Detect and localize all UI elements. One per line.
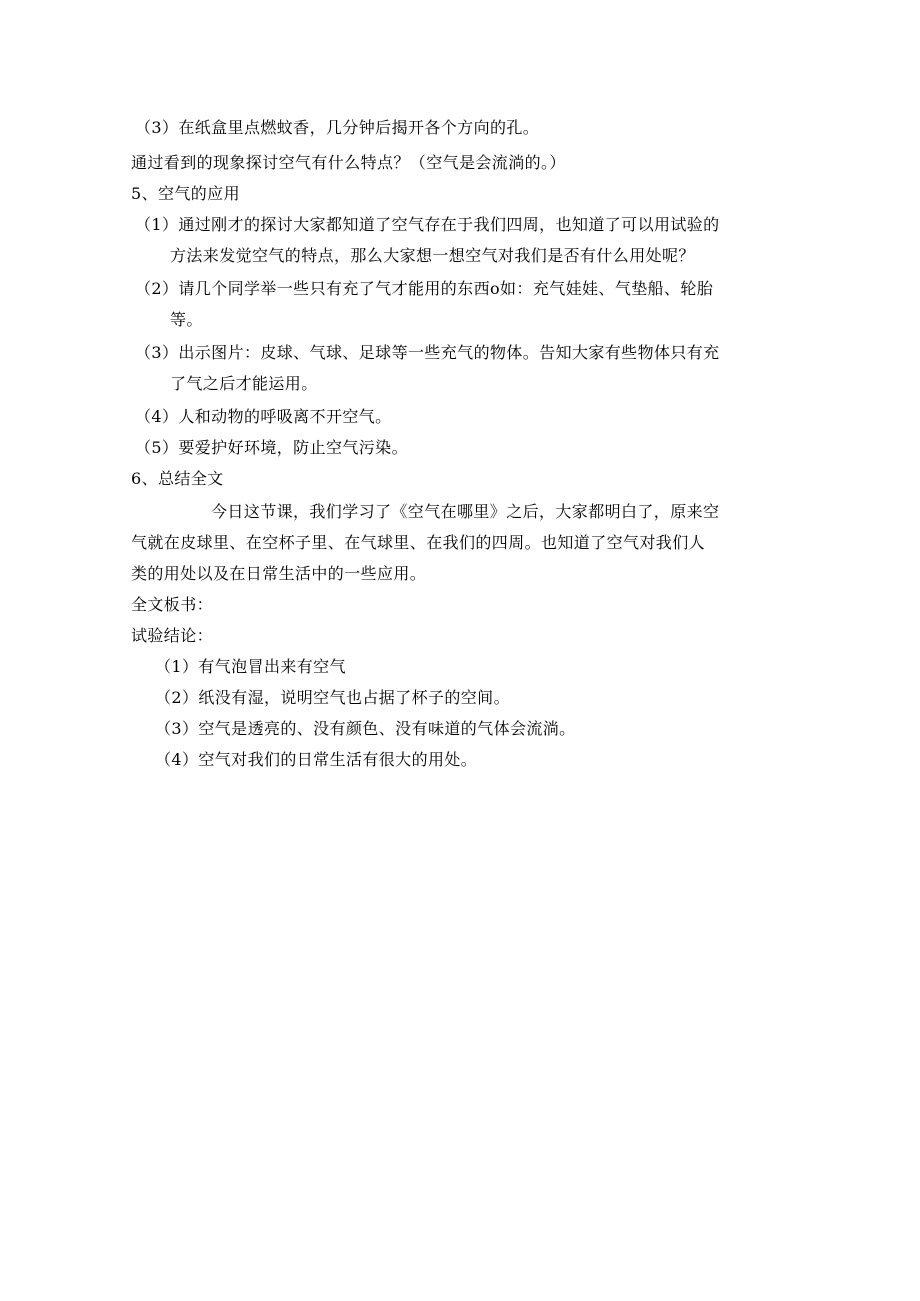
application-item-4: （4）人和动物的呼吸离不开空气。 [135,407,392,426]
summary-paragraph-line-3: 类的用处以及在日常生活中的一些应用。 [131,564,427,583]
conclusion-item-3: （3）空气是透亮的、没有颜色、没有味道的气体会流淌。 [155,719,576,738]
summary-paragraph-line-1: 今日这节课，我们学习了《空气在哪里》之后，大家都明白了，原来空 [211,502,720,521]
conclusion-item-4: （4）空气对我们的日常生活有很大的用处。 [155,750,478,769]
section-6-heading: 6、总结全文 [131,469,224,488]
application-item-3-cont: 了气之后才能运用。 [170,374,318,393]
section-5-heading: 5、空气的应用 [131,184,240,203]
application-item-3: （3）出示图片：皮球、气球、足球等一些充气的物体。告知大家有些物体只有充 [135,343,720,362]
application-item-2-cont: 等。 [170,310,203,329]
conclusion-item-1: （1）有气泡冒出来有空气 [155,657,346,676]
application-item-1-cont: 方法来发觉空气的特点，那么大家想一想空气对我们是否有什么用处呢？ [170,246,695,265]
conclusion-item-2: （2）纸没有湿，说明空气也占据了杯子的空间。 [155,688,510,707]
blackboard-heading: 全文板书： [131,595,214,614]
application-item-2: （2）请几个同学举一些只有充了气才能用的东西o如：充气娃娃、气垫船、轮胎 [135,279,714,298]
application-item-1: （1）通过刚才的探讨大家都知道了空气存在于我们四周，也知道了可以用试验的 [135,215,720,234]
conclusion-heading: 试验结论： [131,626,214,645]
discussion-question: 通过看到的现象探讨空气有什么特点？（空气是会流淌的。） [131,153,566,172]
application-item-5: （5）要爱护好环境，防止空气污染。 [135,438,408,457]
summary-paragraph-line-2: 气就在皮球里、在空杯子里、在气球里、在我们的四周。也知道了空气对我们人 [131,533,706,552]
step-3-incense-text: （3）在纸盒里点燃蚊香，几分钟后揭开各个方向的孔。 [135,118,540,137]
